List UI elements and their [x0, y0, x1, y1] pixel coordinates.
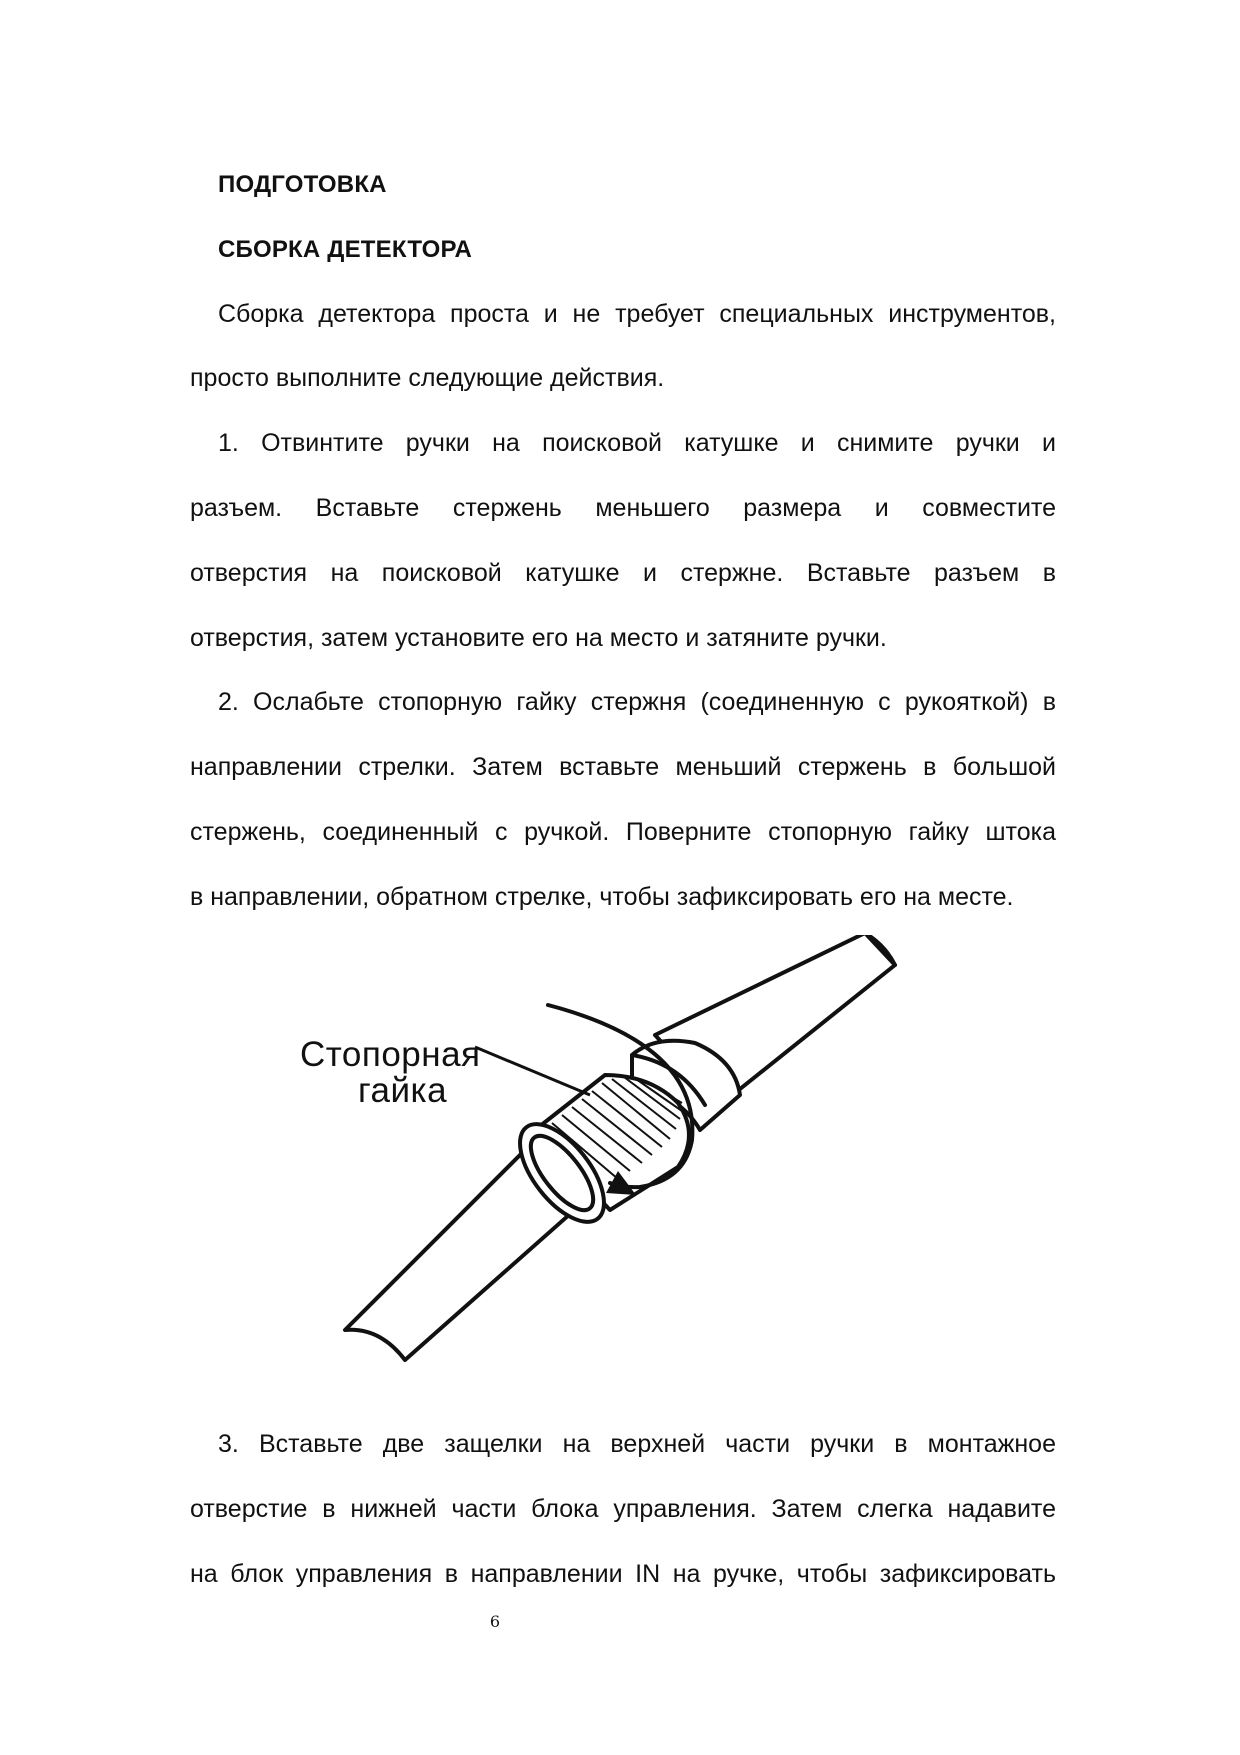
- step1-line-3: отверстия на поисковой катушке и стержне. Вставьте разъем в: [190, 559, 1056, 587]
- step1-line-2: разъем. Вставьте стержень меньшего размера и совместите: [190, 494, 1056, 522]
- step3-line-2: отверстие в нижней части блока управления. Затем слегка надавите: [190, 1495, 1056, 1523]
- subsection-heading: СБОРКА ДЕТЕКТОРА: [218, 236, 473, 263]
- step2-line-4: в направлении, обратном стрелке, чтобы зафиксировать его на месте.: [190, 883, 1014, 911]
- lock-nut-label-line-2: гайка: [358, 1071, 448, 1110]
- intro-line-1: Сборка детектора проста и не требует специальных инструментов,: [218, 300, 1056, 328]
- step2-line-2: направлении стрелки. Затем вставьте меньший стержень в большой: [190, 753, 1056, 781]
- step3-line-1: 3. Вставьте две защелки на верхней части ручки в монтажное: [218, 1430, 1056, 1458]
- step1-line-1: 1. Отвинтите ручки на поисковой катушке и снимите ручки и: [218, 429, 1056, 457]
- step3-line-3: на блок управления в направлении IN на ручке, чтобы зафиксировать: [190, 1560, 1056, 1588]
- lock-nut-label-line-1: Стопорная: [300, 1035, 481, 1074]
- step1-line-4: отверстия, затем установите его на место и затяните ручки.: [190, 624, 887, 652]
- lock-nut-illustration: [280, 935, 980, 1405]
- rod-assembly-drawing: [280, 935, 980, 1405]
- section-heading: ПОДГОТОВКА: [218, 171, 387, 198]
- step2-line-1: 2. Ослабьте стопорную гайку стержня (соединенную с рукояткой) в: [218, 688, 1056, 716]
- step2-line-3: стержень, соединенный с ручкой. Поверните стопорную гайку штока: [190, 818, 1056, 846]
- intro-line-2: просто выполните следующие действия.: [190, 364, 665, 392]
- page-number: 6: [489, 1612, 501, 1631]
- label-leader-line: [475, 1047, 590, 1095]
